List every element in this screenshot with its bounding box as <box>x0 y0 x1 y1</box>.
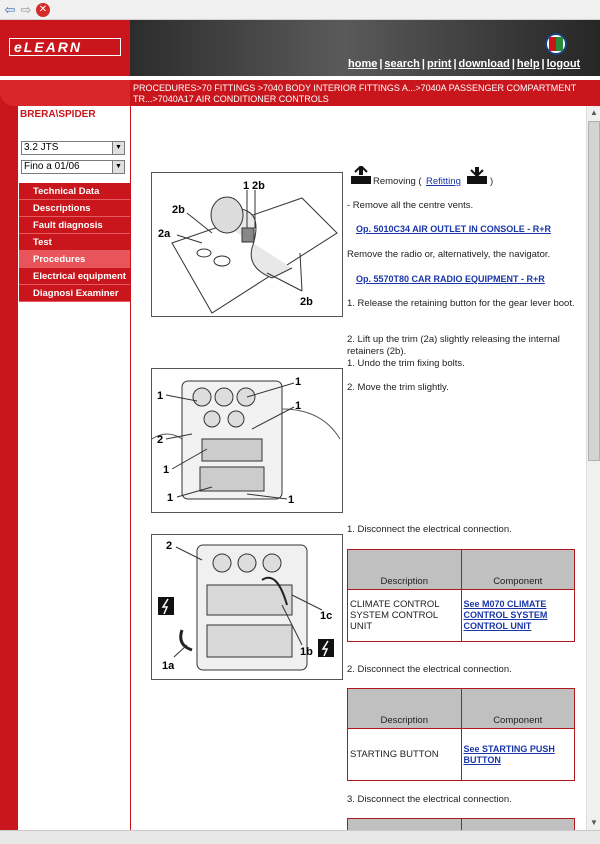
fig2-label: 1 <box>167 492 174 504</box>
close-paren: ) <box>490 176 494 187</box>
nav-help-link[interactable]: help <box>516 58 540 70</box>
op-radio-link[interactable]: Op. 5570T80 CAR RADIO EQUIPMENT - R+R <box>356 274 545 284</box>
alfa-romeo-emblem-icon <box>545 33 567 55</box>
step-lift-trim: 2. Lift up the trim (2a) slightly releasing the internal retainers (2b). <box>347 334 560 357</box>
figure-trim-bolts <box>151 368 343 513</box>
chevron-down-icon[interactable]: ▼ <box>112 142 124 154</box>
fig2-label: 1 <box>163 464 170 476</box>
sidebar-item-electrical-equipment[interactable]: Electrical equipment <box>19 268 130 285</box>
table-row <box>348 590 575 642</box>
electrical-connectors-diagram <box>152 535 342 679</box>
sidebar-item-test[interactable]: Test <box>19 234 130 251</box>
header <box>0 20 600 76</box>
nav-print-link[interactable]: print <box>426 58 452 70</box>
top-nav: home | search | print | download | help | logout <box>348 58 581 70</box>
date-select[interactable] <box>21 160 125 174</box>
fig1-label: 2b <box>300 296 313 308</box>
model-title: BRERA\SPIDER <box>20 109 96 120</box>
sidebar-menu <box>19 183 130 302</box>
procedure-content <box>130 106 586 830</box>
step-undo-bolts: 1. Undo the trim fixing bolts. <box>347 358 465 369</box>
nav-search-link[interactable]: search <box>384 58 420 70</box>
scroll-down-icon[interactable]: ▼ <box>590 818 598 827</box>
step-disconnect-1: 1. Disconnect the electrical connection. <box>347 524 512 535</box>
chevron-down-icon[interactable]: ▼ <box>112 161 124 173</box>
engine-select-value: 3.2 JTS <box>24 142 59 153</box>
table-cell-component <box>461 590 575 642</box>
removing-label: Removing ( <box>373 176 422 187</box>
step-release-button: 1. Release the retaining button for the gear lever boot. <box>347 298 575 309</box>
sidebar-item-procedures[interactable]: Procedures <box>19 251 130 268</box>
trim-bolts-diagram <box>152 369 342 512</box>
fig3-label: 1a <box>162 660 175 672</box>
scrollbar-thumb[interactable] <box>588 121 600 461</box>
fig1-label: 2b <box>172 204 185 216</box>
sidebar-top <box>0 80 130 106</box>
forward-arrow-icon[interactable]: ⇨ <box>20 2 32 17</box>
nav-download-link[interactable]: download <box>458 58 510 70</box>
scroll-up-icon[interactable]: ▲ <box>590 108 598 117</box>
table-cell-component <box>461 729 575 781</box>
table-header-description: Description <box>348 689 462 729</box>
browser-toolbar <box>0 0 600 20</box>
table-cell-description: CLIMATE CONTROL SYSTEM CONTROL UNIT <box>348 590 462 642</box>
nav-home-link[interactable]: home <box>348 58 378 70</box>
sidebar-item-descriptions[interactable]: Descriptions <box>19 200 130 217</box>
nav-logout-link[interactable]: logout <box>546 58 581 70</box>
figure-gear-lever-trim <box>151 172 343 317</box>
table-row <box>348 729 575 781</box>
fig1-label: 1 <box>243 180 250 192</box>
step-disconnect-2: 2. Disconnect the electrical connection. <box>347 664 512 675</box>
refitting-link[interactable]: Refitting <box>426 176 461 187</box>
component-table-3 <box>347 818 575 830</box>
component-table-2 <box>347 688 575 781</box>
see-climate-control-link[interactable]: See M070 CLIMATE CONTROL SYSTEM CONTROL UNIT <box>463 599 548 631</box>
table-header-description: Description <box>348 550 462 590</box>
table-header-component: Component <box>461 689 575 729</box>
breadcrumb[interactable]: PROCEDURES>70 FITTINGS >7040 BODY INTERIOR FITTINGS A...>7040A PASSENGER COMPARTMENT TR...>7040A17 AIR CONDITIONER CONTROLS <box>130 80 600 106</box>
refitting-icon <box>466 166 488 186</box>
engine-select[interactable] <box>21 141 125 155</box>
table-cell-description: STARTING BUTTON <box>348 729 462 781</box>
fig2-label: 2 <box>157 434 164 446</box>
fig3-label: 1c <box>320 610 333 622</box>
step-move-trim: 2. Move the trim slightly. <box>347 382 449 393</box>
sidebar-item-diagnosi-examiner[interactable]: Diagnosi Examiner <box>19 285 130 302</box>
fig3-label: 1b <box>300 646 313 658</box>
gear-lever-diagram <box>152 173 342 316</box>
component-table-1 <box>347 549 575 642</box>
fig2-label: 1 <box>295 400 302 412</box>
fig1-label: 2b <box>252 180 265 192</box>
fig2-label: 1 <box>295 376 302 388</box>
fig2-label: 1 <box>157 390 164 402</box>
figure-electrical-connectors <box>151 534 343 680</box>
see-starting-push-button-link[interactable]: See STARTING PUSH BUTTON <box>463 743 555 765</box>
stop-icon[interactable]: ✕ <box>36 3 50 17</box>
logo-box <box>0 20 130 76</box>
fig3-label: 2 <box>166 540 173 552</box>
step-remove-vents: - Remove all the centre vents. <box>347 200 474 211</box>
status-bar <box>0 830 600 844</box>
fig1-label: 2a <box>158 228 171 240</box>
sidebar-item-fault-diagnosis[interactable]: Fault diagnosis <box>19 217 130 234</box>
step-disconnect-3: 3. Disconnect the electrical connection. <box>347 794 512 805</box>
op-air-outlet-link[interactable]: Op. 5010C34 AIR OUTLET IN CONSOLE - R+R <box>356 224 551 234</box>
removing-icon <box>350 166 372 186</box>
sidebar-item-technical-data[interactable]: Technical Data <box>19 183 130 200</box>
back-arrow-icon[interactable]: ⇦ <box>4 2 16 17</box>
content-scrollbar[interactable] <box>586 106 600 830</box>
fig2-label: 1 <box>288 494 295 506</box>
table-header-component: Component <box>461 550 575 590</box>
step-remove-radio: Remove the radio or, alternatively, the navigator. <box>347 249 551 260</box>
date-select-value: Fino a 01/06 <box>24 161 80 172</box>
elearn-logo: eLEARN <box>9 38 121 56</box>
